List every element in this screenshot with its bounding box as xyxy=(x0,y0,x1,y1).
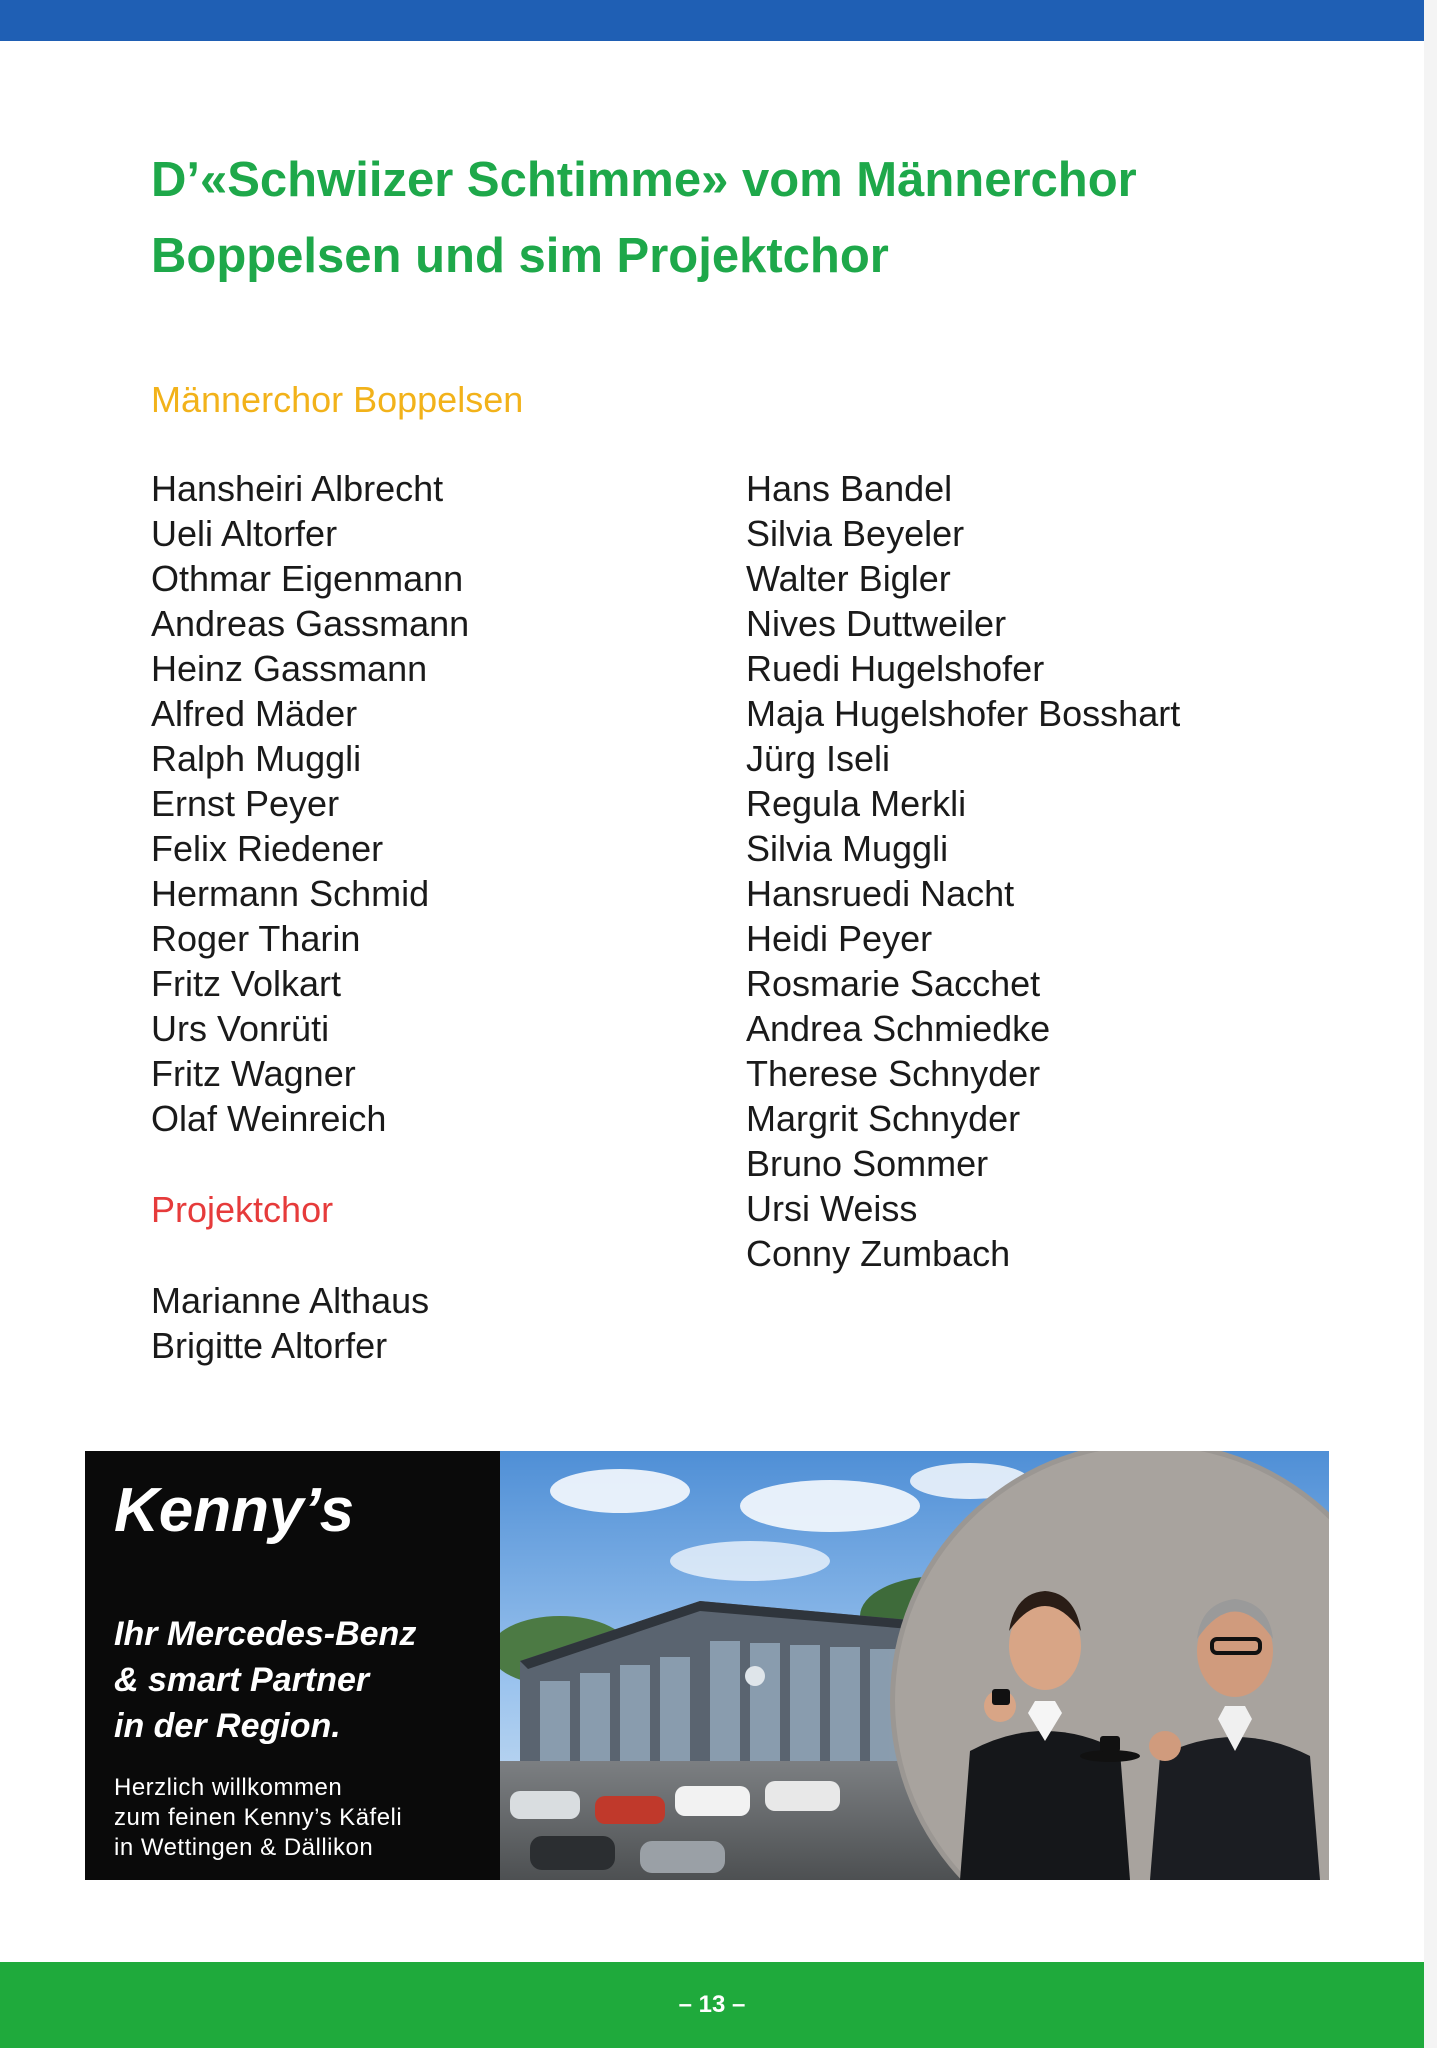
ad-tagline xyxy=(114,1611,416,1749)
member-name: Rosmarie Sacchet xyxy=(746,963,1041,1004)
member-name: Therese Schnyder xyxy=(746,1053,1041,1094)
bottom-color-bar xyxy=(0,1962,1424,2048)
member-name: Heidi Peyer xyxy=(746,918,933,959)
member-name: Jürg Iseli xyxy=(746,738,891,779)
ad-welcome-line: zum feinen Kenny’s Käfeli xyxy=(114,1804,403,1831)
ad-brand-name: Kenny’s xyxy=(114,1476,355,1545)
section-title-maennerchor: Männerchor Boppelsen xyxy=(151,379,524,420)
member-name: Alfred Mäder xyxy=(151,693,358,734)
member-name: Conny Zumbach xyxy=(746,1233,1011,1274)
member-name: Bruno Sommer xyxy=(746,1143,989,1184)
ad-text-panel xyxy=(85,1451,500,1880)
member-name: Ursi Weiss xyxy=(746,1188,918,1229)
member-name: Hermann Schmid xyxy=(151,873,430,914)
member-name: Hans Bandel xyxy=(746,468,953,509)
member-name: Nives Duttweiler xyxy=(746,603,1007,644)
page-title xyxy=(151,142,1301,294)
top-color-bar xyxy=(0,0,1424,41)
member-name: Ruedi Hugelshofer xyxy=(746,648,1045,689)
ad-tagline-line: in der Region. xyxy=(114,1707,341,1745)
maennerchor-name-list xyxy=(151,466,469,1141)
member-name: Brigitte Altorfer xyxy=(151,1325,388,1366)
member-name: Ralph Muggli xyxy=(151,738,362,779)
member-name: Margrit Schnyder xyxy=(746,1098,1021,1139)
member-name: Fritz Volkart xyxy=(151,963,342,1004)
projektchor-name-list-continued xyxy=(746,466,1180,1276)
member-name: Ueli Altorfer xyxy=(151,513,338,554)
member-name: Maja Hugelshofer Bosshart xyxy=(746,693,1181,734)
member-name: Fritz Wagner xyxy=(151,1053,356,1094)
member-name: Silvia Muggli xyxy=(746,828,949,869)
member-name: Andrea Schmiedke xyxy=(746,1008,1051,1049)
page-number: – 13 – xyxy=(678,1991,746,2018)
ad-welcome-line: in Wettingen & Dällikon xyxy=(114,1834,374,1861)
advertisement-banner xyxy=(85,1451,1329,1880)
section-title-projektchor: Projektchor xyxy=(151,1189,334,1230)
member-name: Regula Merkli xyxy=(746,783,967,824)
member-name: Felix Riedener xyxy=(151,828,384,869)
member-name: Olaf Weinreich xyxy=(151,1098,387,1139)
scan-edge xyxy=(1424,0,1437,2048)
ad-tagline-line: Ihr Mercedes-Benz xyxy=(114,1615,417,1653)
ad-welcome-text xyxy=(114,1773,402,1863)
member-name: Othmar Eigenmann xyxy=(151,558,464,599)
member-name: Ernst Peyer xyxy=(151,783,340,824)
page-title-line: Boppelsen und sim Projektchor xyxy=(151,229,889,283)
member-name: Urs Vonrüti xyxy=(151,1008,330,1049)
ad-welcome-line: Herzlich willkommen xyxy=(114,1774,343,1801)
member-name: Marianne Althaus xyxy=(151,1280,430,1321)
projektchor-name-list xyxy=(151,1278,429,1368)
ad-tagline-line: & smart Partner xyxy=(114,1661,370,1699)
member-name: Hansheiri Albrecht xyxy=(151,468,444,509)
member-name: Roger Tharin xyxy=(151,918,361,959)
member-name: Hansruedi Nacht xyxy=(746,873,1015,914)
member-name: Walter Bigler xyxy=(746,558,951,599)
member-name: Heinz Gassmann xyxy=(151,648,428,689)
page-title-line: D’«Schwiizer Schtimme» vom Männerchor xyxy=(151,153,1137,207)
member-name: Andreas Gassmann xyxy=(151,603,470,644)
member-name: Silvia Beyeler xyxy=(746,513,965,554)
dealership-photo-icon xyxy=(500,1451,1329,1880)
